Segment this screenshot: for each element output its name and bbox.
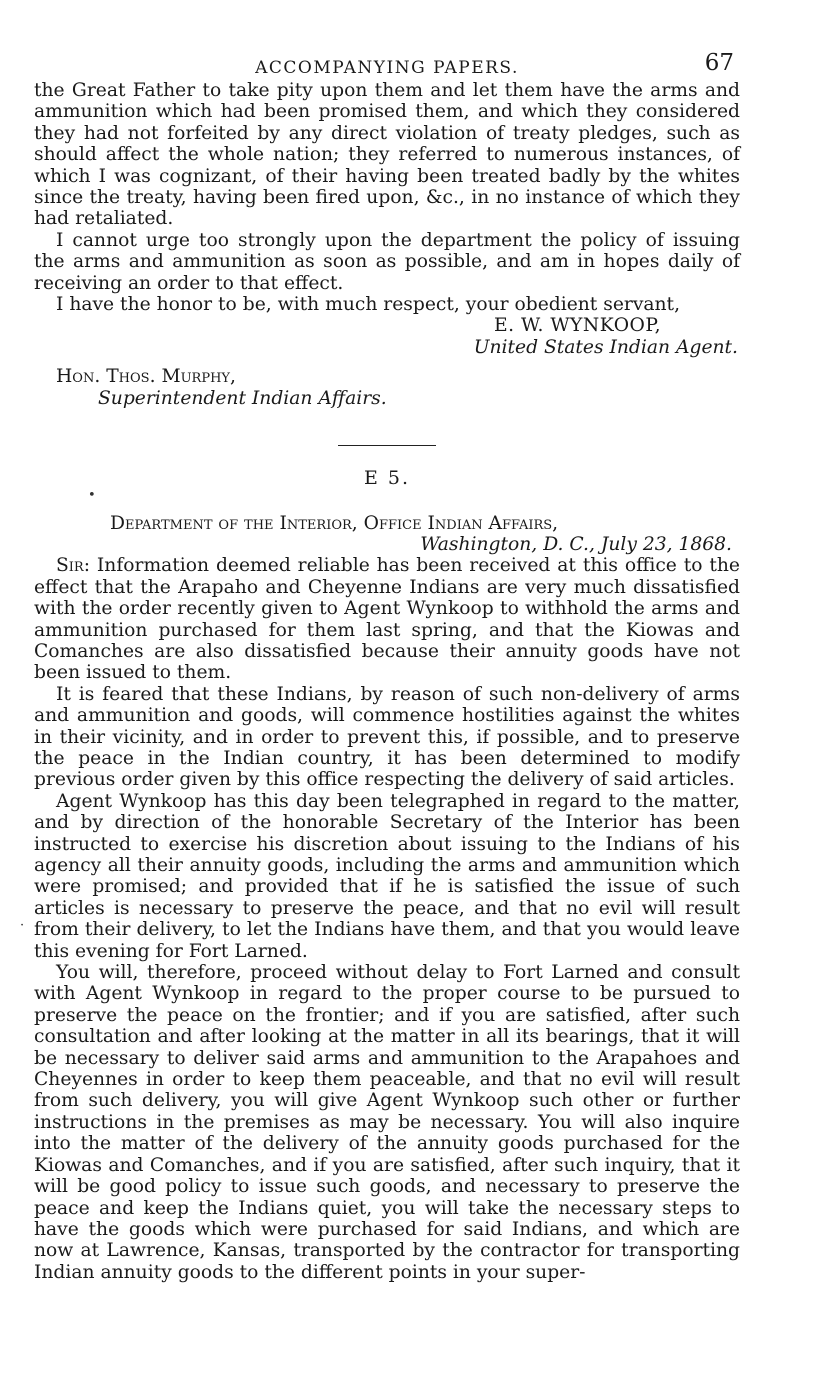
- letter2-paragraph: [34, 555, 740, 683]
- body-text: [34, 80, 740, 1283]
- margin-dot-mark: ·: [20, 918, 25, 933]
- letter2-paragraph: You will, therefore, proceed without delay to Fort Larned and consult with Agent Wynkoop in regard to the proper course to be pursued to preserve the peace on the frontier; and if you are satisfied, after such consultation and after looking at the matter in all its bearings, that it will be necessary to deliver said arms and ammunition to the Arapahoes and Cheyennes in order to keep them peaceable, and that no evil will result from such delivery, you will give Agent Wynkoop such other or further instructions in the premises as may be necessary. You will also inquire into the matter of the delivery of the annuity goods purchased for the Kiowas and Comanches, and if you are satisfied, after such inquiry, that it will be good policy to issue such goods, and necessary to preserve the peace and keep the Indians quiet, you will take the necessary steps to have the goods which were purchased for said Indians, and which are now at Lawrence, Kansas, transported by the contractor for transporting Indian annuity goods to the different points in your super-: [34, 962, 740, 1283]
- dateline-office: Department of the Interior, Office Indian Affairs,: [110, 512, 559, 534]
- addressee-name: Hon. Thos. Murphy,: [56, 366, 236, 388]
- salutation: Sir:: [56, 555, 91, 577]
- letter2-paragraph: It is feared that these Indians, by reason of such non-delivery of arms and ammunition and goods, will commence hostilities against the whites in their vicinity, and in order to prevent this, if possible, and to preserve the peace in the Indian country, it has been determined to modify previous order given by this office respecting the delivery of said articles.: [34, 683, 740, 791]
- page-header: [34, 0, 740, 80]
- signature-title: United States Indian Agent.: [473, 336, 738, 358]
- signature-name: E. W. WYNKOOP,: [494, 315, 662, 337]
- margin-bullet-mark: •: [88, 488, 96, 503]
- section-divider: [338, 445, 436, 446]
- letter2-paragraph-text: Information deemed reliable has been received at this office to the effect that the Arapaho and Cheyenne Indians are very much dissatisfied with the order recently given to Agent Wynkoop to withhold the arms and ammunition purchased for them last spring, and that the Kiowas and Comanches are also dissatisfied because their annuity goods have not been issued to them.: [34, 555, 740, 684]
- addressee-title: Superintendent Indian Affairs.: [98, 387, 387, 409]
- document-id: E 5.: [363, 467, 411, 490]
- running-head: ACCOMPANYING PAPERS.: [255, 58, 519, 78]
- page-number: 67: [704, 50, 734, 76]
- dateline-place-date: Washington, D. C., July 23, 1868.: [420, 533, 732, 555]
- document-page: [34, 0, 740, 1283]
- letter1-closing: I have the honor to be, with much respect, your obedient servant,: [56, 294, 681, 316]
- letter2-paragraph: Agent Wynkoop has this day been telegraphed in regard to the matter, and by direction of the honorable Secretary of the Interior has been instructed to exercise his discretion about issuing to the Indians of his agency all their annuity goods, including the arms and ammunition which were promised; and provided that if he is satisfied the issue of such articles is necessary to preserve the peace, and that no evil will result from their delivery, to let the Indians have them, and that you would leave this evening for Fort Larned.: [34, 790, 740, 962]
- letter1-paragraph: the Great Father to take pity upon them and let them have the arms and ammunition which had been promised them, and which they considered they had not forfeited by any direct violation of treaty pledges, such as should affect the whole nation; they referred to numerous instances, of which I was cognizant, of their having been treated badly by the whites since the treaty, having been fired upon, &c., in no instance of which they had retaliated.: [34, 80, 740, 230]
- letter1-paragraph: I cannot urge too strongly upon the department the policy of issuing the arms and ammunition as soon as possible, and am in hopes daily of receiving an order to that effect.: [34, 229, 740, 294]
